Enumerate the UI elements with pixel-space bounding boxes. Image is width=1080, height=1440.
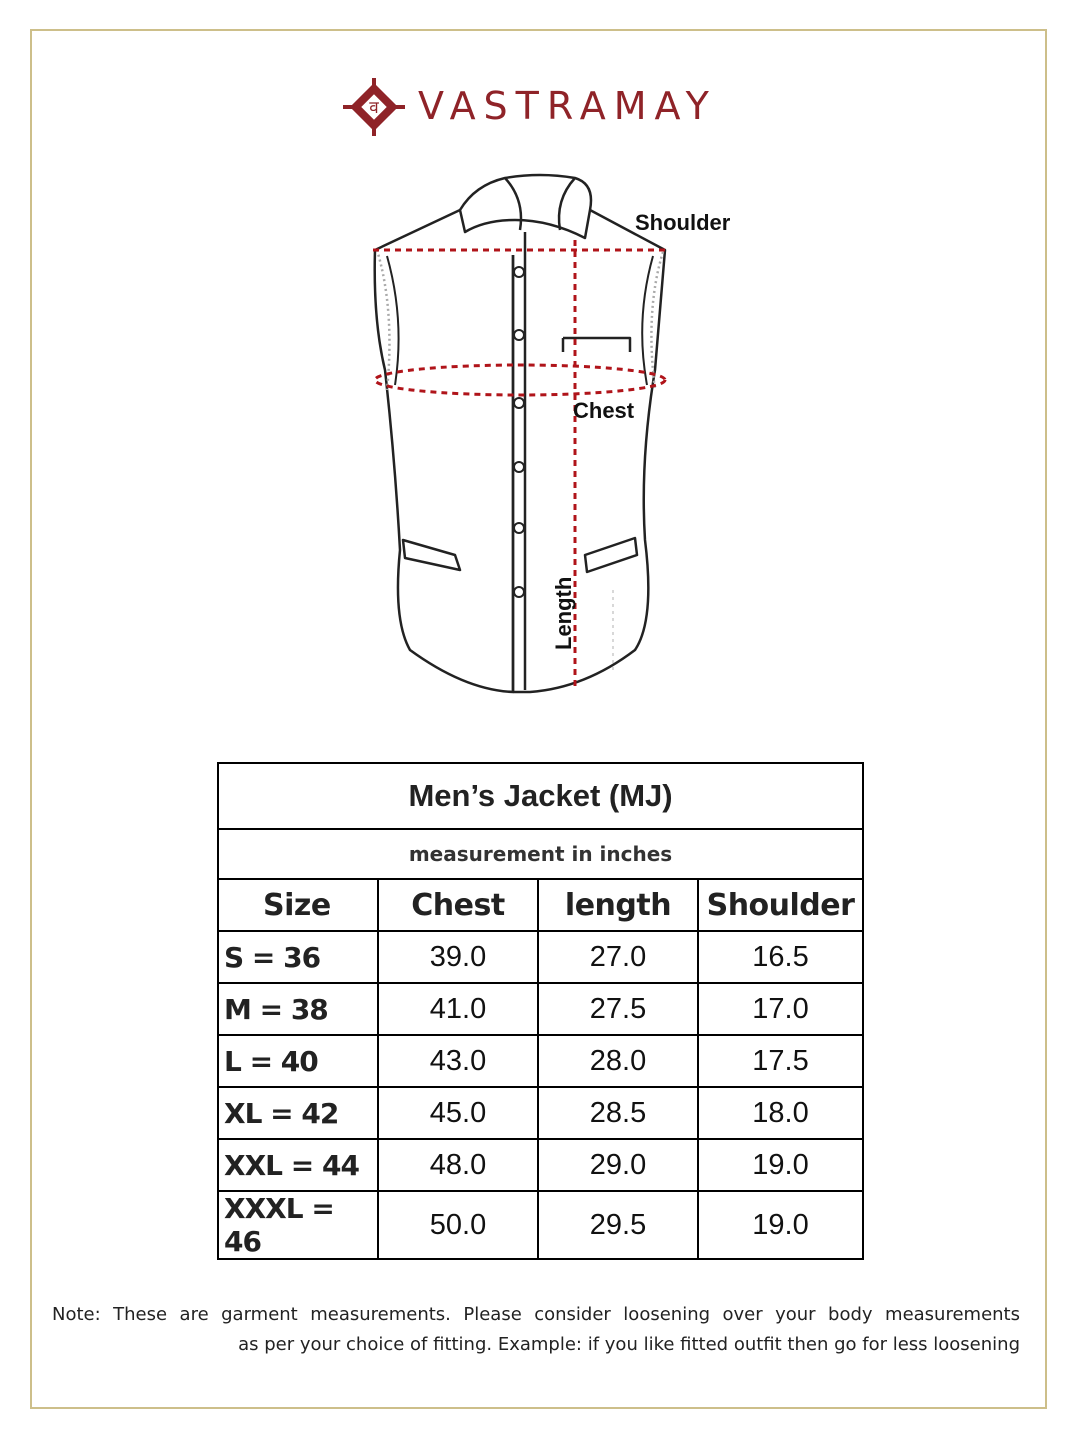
table-row (218, 1035, 863, 1087)
shoulder-cell: 17.0 (698, 983, 863, 1035)
chest-cell: 48.0 (378, 1139, 538, 1191)
header-chest: Chest (378, 879, 538, 931)
length-cell: 27.5 (538, 983, 698, 1035)
chest-cell: 41.0 (378, 983, 538, 1035)
brand-logo-icon (343, 78, 405, 136)
jacket-diagram (355, 160, 775, 700)
table-row (218, 983, 863, 1035)
header-size: Size (218, 879, 378, 931)
shoulder-cell: 19.0 (698, 1139, 863, 1191)
shoulder-cell: 17.5 (698, 1035, 863, 1087)
size-cell: S = 36 (218, 931, 378, 983)
brand-logo-glyph: व (369, 98, 379, 118)
brand-header (0, 78, 1080, 138)
brand-name: VASTRAMAY (418, 84, 717, 128)
table-subtitle: measurement in inches (218, 829, 863, 879)
chest-cell: 43.0 (378, 1035, 538, 1087)
length-label: Length (551, 576, 576, 650)
table-header-row (218, 879, 863, 931)
button-6 (514, 587, 524, 597)
header-length: length (538, 879, 698, 931)
chest-cell: 45.0 (378, 1087, 538, 1139)
length-cell: 29.5 (538, 1191, 698, 1259)
shoulder-cell: 16.5 (698, 931, 863, 983)
table-row (218, 931, 863, 983)
size-cell: XL = 42 (218, 1087, 378, 1139)
size-cell: XXL = 44 (218, 1139, 378, 1191)
button-1 (514, 267, 524, 277)
length-cell: 27.0 (538, 931, 698, 983)
size-cell: XXXL = 46 (218, 1191, 378, 1259)
table-row (218, 1139, 863, 1191)
table-title: Men’s Jacket (MJ) (218, 763, 863, 829)
header-shoulder: Shoulder (698, 879, 863, 931)
shoulder-cell: 19.0 (698, 1191, 863, 1259)
button-2 (514, 330, 524, 340)
table-row (218, 1087, 863, 1139)
fitting-note (52, 1300, 1020, 1360)
button-3 (514, 398, 524, 408)
shoulder-cell: 18.0 (698, 1087, 863, 1139)
length-cell: 28.5 (538, 1087, 698, 1139)
chest-cell: 50.0 (378, 1191, 538, 1259)
shoulder-label: Shoulder (635, 210, 731, 235)
chest-measure-line (375, 365, 665, 395)
button-5 (514, 523, 524, 533)
size-chart (217, 762, 862, 1260)
length-cell: 28.0 (538, 1035, 698, 1087)
button-4 (514, 462, 524, 472)
chest-label: Chest (573, 398, 635, 423)
length-cell: 29.0 (538, 1139, 698, 1191)
size-table (217, 762, 864, 1260)
table-row (218, 1191, 863, 1259)
note-line-1: Note: These are garment measurements. Please consider loosening over your body measurements (52, 1304, 1020, 1325)
chest-cell: 39.0 (378, 931, 538, 983)
size-cell: L = 40 (218, 1035, 378, 1087)
note-line-2: as per your choice of fitting. Example: if you like fitted outfit then go for less loosening (238, 1334, 1020, 1355)
size-cell: M = 38 (218, 983, 378, 1035)
